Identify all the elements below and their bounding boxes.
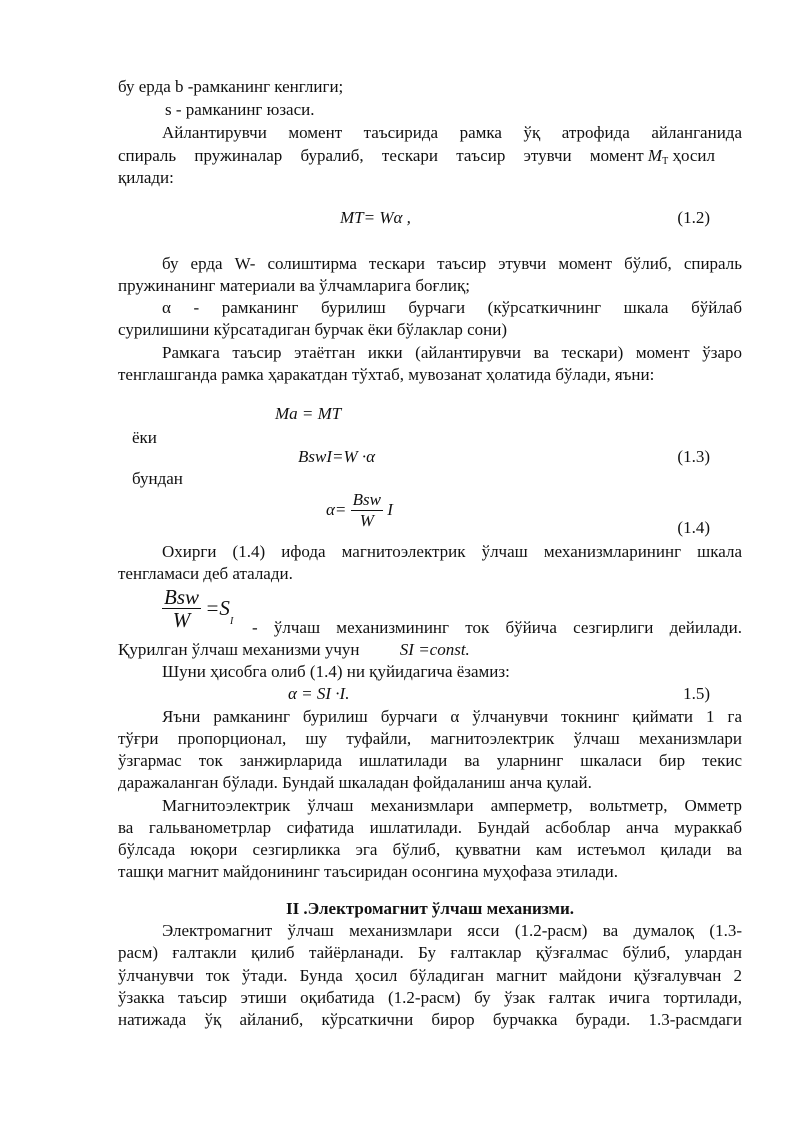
text-line: расм) ғалтакли қилиб тайёрланади. Бу ғалтаклар қўзғалмас бўлиб, улардан [118,943,742,962]
text-line [118,639,470,661]
subscript: I [229,616,234,627]
equation-number: 1.5) [683,684,710,703]
text-line: бўлсада юқори сезгирликка эга бўлиб, қувватни кам истеъмол қилади ва [118,840,742,859]
fraction [162,586,201,631]
text-line: ўлчанувчи ток ўтади. Бунда ҳосил бўладиган магнит майдони қўзғалувчан 2 [118,966,742,985]
text-line: - ўлчаш механизмининг ток бўйича сезгирлиги дейилади. [252,618,742,637]
text-span: спираль пружиналар буралиб, тескари таъсир этувчи момент [118,146,644,165]
fraction-denominator: W [172,607,191,632]
equation-1-5: α = SI ∙I. [288,684,350,703]
text-line: α - рамканинг бурилиш бурчаги (кўрсаткичнинг шкала бўйлаб [162,298,742,317]
text-line: даражаланган бўлади. Бундай шкаладан фойдаланиш анча қулай. [118,773,592,792]
text-line: тўғри пропорционал, шу туфайли, магнитоэлектрик ўлчаш механизмлари [118,729,742,748]
text-line: натижада ўқ айланиб, кўрсаткични бирор бурчакка буради. 1.3-расмдаги [118,1010,742,1029]
text-line: қилади: [118,168,174,187]
text-line: ўзакка таъсир этиши оқибатида (1.2-расм) бу ўзак ғалтак ичига тортилади, [118,988,742,1007]
equation-1-3: BswI=W ∙α [298,447,376,466]
text-line: ва гальванометрлар сифатида ишлатилади. Бундай асбоблар анча мураккаб [118,818,742,837]
text-line: Электромагнит ўлчаш механизмлари ясси (1.2-расм) ва думалоқ (1.3- [162,921,742,940]
fraction-denominator: W [359,510,374,530]
text-line [118,145,742,167]
equation-number: (1.2) [677,208,710,227]
text-line: Шуни ҳисобга олиб (1.4) ни қуйидагича ёзамиз: [162,662,510,681]
text-span: Қурилган ўлчаш механизми учун [118,640,360,659]
equation-1-2: MT= Wα , [340,208,411,227]
sensitivity-formula [162,584,233,631]
section-heading: II .Электромагнит ўлчаш механизми. [285,899,575,918]
text-line: бундан [132,469,183,488]
text-line: Рамкага таъсир этаётган икки (айлантирувчи ва тескари) момент ўзаро [162,343,742,362]
equation-rhs: I [387,500,393,520]
text-line: ёки [132,428,157,447]
equation-number: (1.4) [677,518,710,537]
fraction-numerator: Bsw [352,489,381,509]
text-line: ташқи магнит майдонининг таъсиридан осонгина муҳофаза этилади. [118,862,619,881]
equation-balance: Ma = MT [275,404,342,423]
equation-1-4 [326,488,393,531]
fraction [351,490,383,531]
text-line: пружинанинг материали ва ўлчамларига боғлиқ; [118,276,471,295]
fraction-numerator: Bsw [164,584,200,609]
equation-rhs: =S [205,596,230,621]
symbol-mt: M [647,146,663,165]
text-line: Айлантирувчи момент таъсирида рамка ўқ атрофида айланганида [162,123,742,142]
text-line: бу ерда W- солиштирма тескари таъсир этувчи момент бўлиб, спираль [162,254,742,273]
text-line: Охирги (1.4) ифода магнитоэлектрик ўлчаш механизмларининг шкала [162,542,742,561]
text-span: ҳосил [668,146,716,165]
equation-inline: SI =const. [399,640,470,659]
text-line: тенгламаси деб аталади. [118,564,293,583]
subscript: T [662,156,669,167]
text-line: s - рамканинг юзаси. [165,100,315,119]
text-line: Магнитоэлектрик ўлчаш механизмлари амперметр, вольтметр, Омметр [162,796,742,815]
text-line: бу ерда b -рамканинг кенглиги; [118,77,344,96]
equation-lhs: α= [326,500,347,520]
text-line: сурилишини кўрсатадиган бурчак ёки бўлаклар сони) [118,320,507,339]
text-line: ўзгармас ток занжирларида ишлатилади ва уларнинг шкаласи бир текис [118,751,742,770]
text-line: Яъни рамканинг бурилиш бурчаги α ўлчанувчи токнинг қиймати 1 га [162,707,742,726]
equation-number: (1.3) [677,447,710,466]
text-line: тенглашганда рамка ҳаракатдан тўхтаб, мувозанат ҳолатида бўлади, яъни: [118,365,655,384]
